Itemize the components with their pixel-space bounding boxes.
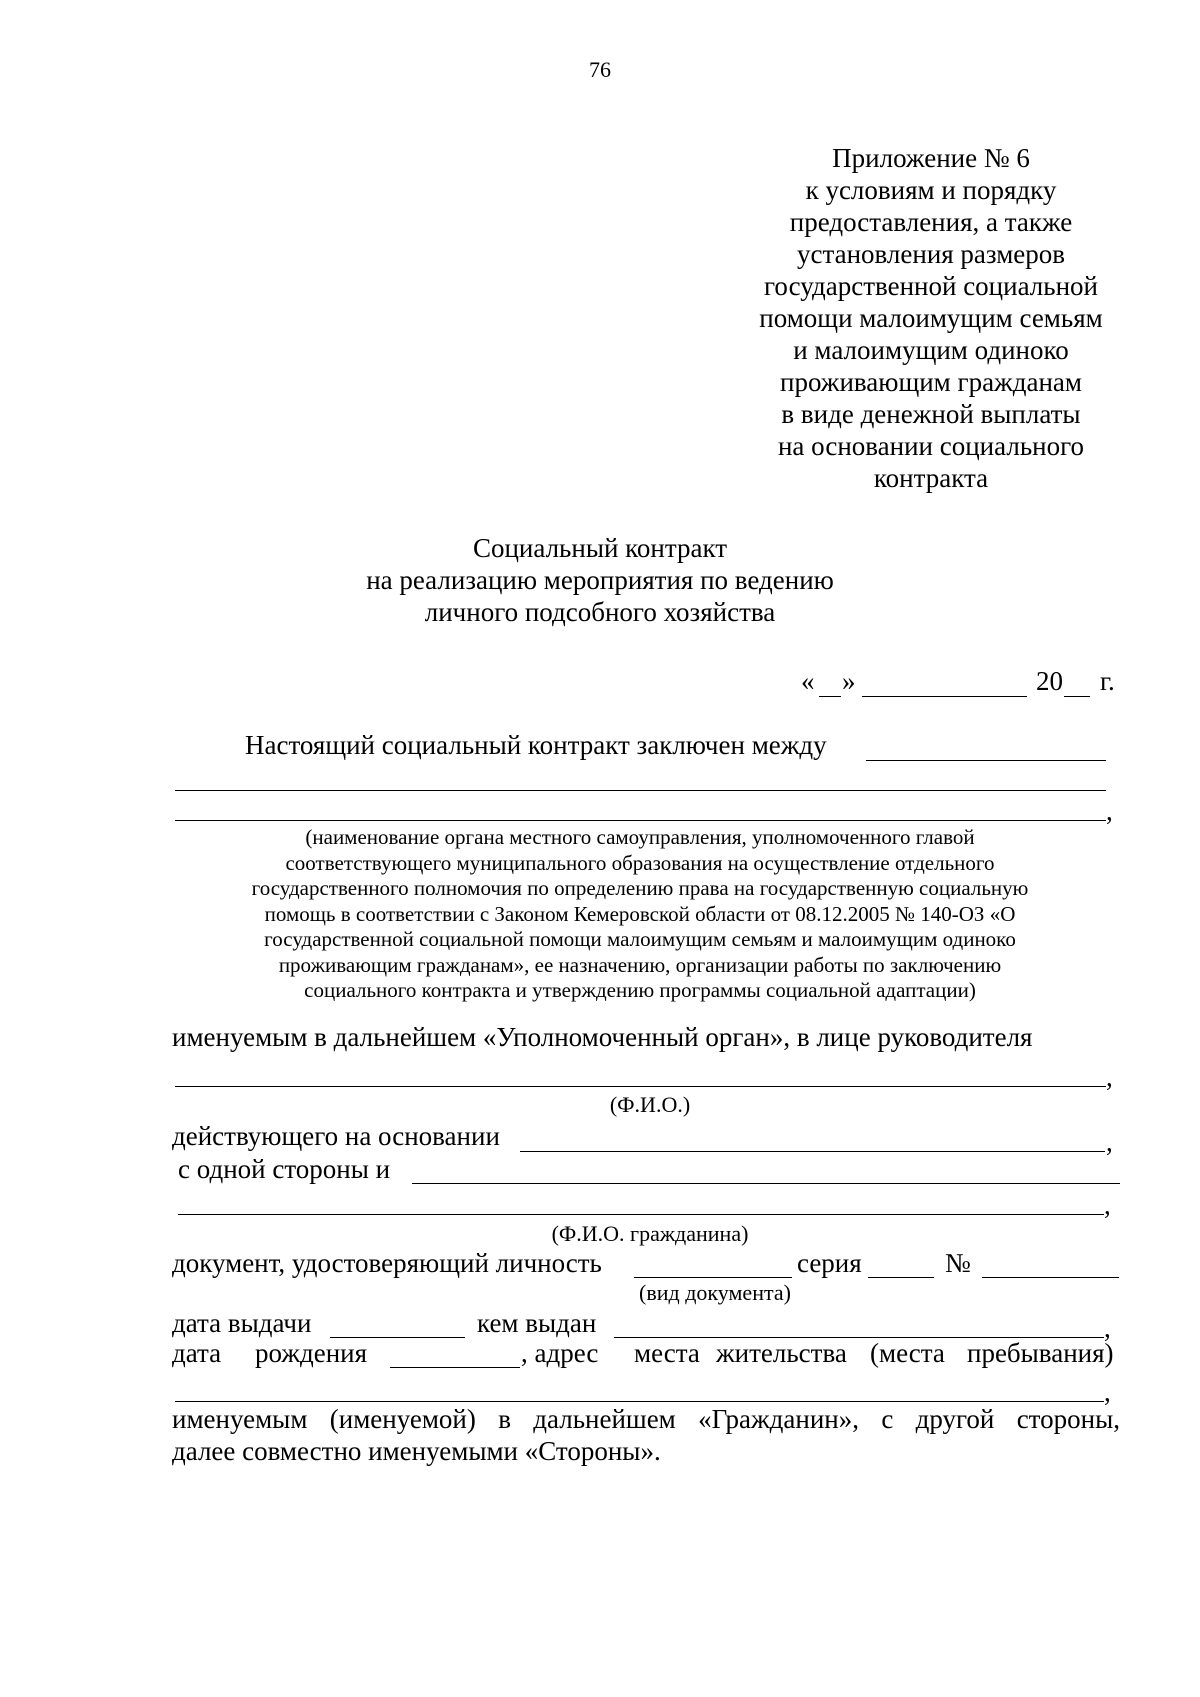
address-label-4: (места — [870, 1338, 945, 1368]
final-line-1 — [172, 1404, 1120, 1435]
address-label-5: пребывания) — [967, 1338, 1114, 1368]
final-word: дальнейшем — [533, 1404, 676, 1434]
fio-label: (Ф.И.О.) — [609, 1092, 691, 1117]
acting-basis-text: действующего на основании — [172, 1121, 500, 1151]
appendix-line: установления размеров — [796, 239, 1066, 269]
day-blank[interactable] — [819, 696, 841, 697]
birth-date-label-1: дата — [172, 1338, 222, 1368]
note-line: государственной социальной помощи малоимущим семьям и малоимущим одиноко — [264, 927, 1016, 951]
appendix-line: на основании социального — [777, 431, 1084, 461]
basis-blank[interactable] — [520, 1151, 1105, 1152]
final-word: «Гражданин», — [698, 1404, 859, 1434]
comma: , — [1106, 1062, 1113, 1092]
birth-date-label-2: рождения — [255, 1338, 368, 1368]
year-blank[interactable] — [1064, 696, 1090, 697]
appendix-header — [706, 142, 1156, 494]
note-line: проживающим гражданам», ее назначению, организации работы по заключению — [278, 952, 1002, 977]
final-word: в — [498, 1404, 511, 1434]
address-label-2: места — [634, 1338, 700, 1368]
month-blank[interactable] — [862, 696, 1027, 697]
party-blank-1[interactable] — [866, 760, 1106, 761]
number-label: № — [945, 1248, 971, 1278]
birth-date-blank[interactable] — [390, 1367, 520, 1368]
comma: , — [1104, 1313, 1111, 1343]
note-line: социального контракта и утверждению программы социальной адаптации) — [304, 978, 976, 1002]
address-label-1: , адрес — [521, 1338, 599, 1368]
party-blank-2[interactable] — [175, 790, 1106, 791]
note-line: соответствующего муниципального образования на осуществление отдельного — [285, 850, 995, 875]
year-suffix: г. — [1100, 666, 1115, 696]
note-line: (наименование органа местного самоуправления, уполномоченного главой — [305, 825, 975, 849]
title-line: на реализацию мероприятия по ведению — [366, 565, 834, 595]
title-line: Социальный контракт — [472, 533, 728, 563]
authority-note — [170, 825, 1110, 1004]
date-open-quote: « — [801, 666, 815, 696]
final-word: с — [881, 1404, 894, 1434]
named-as-text: именуемым в дальнейшем «Уполномоченный орган», в лице руководителя — [172, 1022, 1033, 1052]
number-blank[interactable] — [982, 1277, 1119, 1278]
series-label: серия — [797, 1248, 862, 1278]
appendix-line: предоставления, а также — [789, 207, 1073, 237]
final-word: другой — [915, 1404, 995, 1434]
citizen-blank-2[interactable] — [178, 1214, 1104, 1215]
one-side-text: с одной стороны и — [178, 1154, 391, 1184]
document-title — [300, 532, 900, 628]
citizen-fio-label: (Ф.И.О. гражданина) — [551, 1221, 749, 1246]
comma: , — [1104, 1377, 1111, 1407]
title-line: личного подсобного хозяйства — [424, 597, 776, 627]
note-line: помощь в соответствии с Законом Кемеровской области от 08.12.2005 № 140-ОЗ «О — [264, 901, 1016, 926]
address-blank[interactable] — [175, 1401, 1104, 1402]
identity-doc-label: документ, удостоверяющий личность — [172, 1248, 602, 1278]
appendix-line: государственной социальной — [764, 271, 1098, 301]
final-line-2: далее совместно именуемыми «Стороны». — [172, 1436, 661, 1466]
final-word: (именуемой) — [329, 1404, 476, 1434]
appendix-line: и малоимущим одиноко — [793, 335, 1069, 365]
party-blank-3[interactable] — [175, 820, 1106, 821]
doc-type-blank[interactable] — [634, 1277, 792, 1278]
issued-by-label: кем выдан — [477, 1308, 597, 1338]
citizen-blank-1[interactable] — [412, 1183, 1120, 1184]
doc-type-label: (вид документа) — [639, 1280, 791, 1305]
head-fio-blank[interactable] — [175, 1086, 1106, 1087]
date-close-quote: » — [842, 666, 856, 696]
page-number: 76 — [589, 57, 611, 82]
appendix-line: помощи малоимущим семьям — [759, 303, 1103, 333]
issue-date-label: дата выдачи — [172, 1308, 312, 1338]
appendix-line: в виде денежной выплаты — [781, 399, 1081, 429]
appendix-line: Приложение № 6 — [832, 143, 1030, 173]
year-prefix: 20 — [1036, 666, 1063, 696]
appendix-line: контракта — [873, 463, 989, 493]
final-word: стороны, — [1016, 1404, 1120, 1434]
appendix-line: к условиям и порядку — [805, 175, 1057, 205]
comma: , — [1106, 796, 1113, 826]
appendix-line: проживающим гражданам — [780, 367, 1082, 397]
series-blank[interactable] — [868, 1277, 934, 1278]
note-line: государственного полномочия по определению права на государственную социальную — [251, 876, 1029, 900]
final-word: именуемым — [172, 1404, 308, 1434]
intro-text: Настоящий социальный контракт заключен между — [245, 730, 827, 760]
address-label-3: жительства — [716, 1338, 847, 1368]
comma: , — [1104, 1190, 1111, 1220]
comma: , — [1106, 1127, 1113, 1157]
